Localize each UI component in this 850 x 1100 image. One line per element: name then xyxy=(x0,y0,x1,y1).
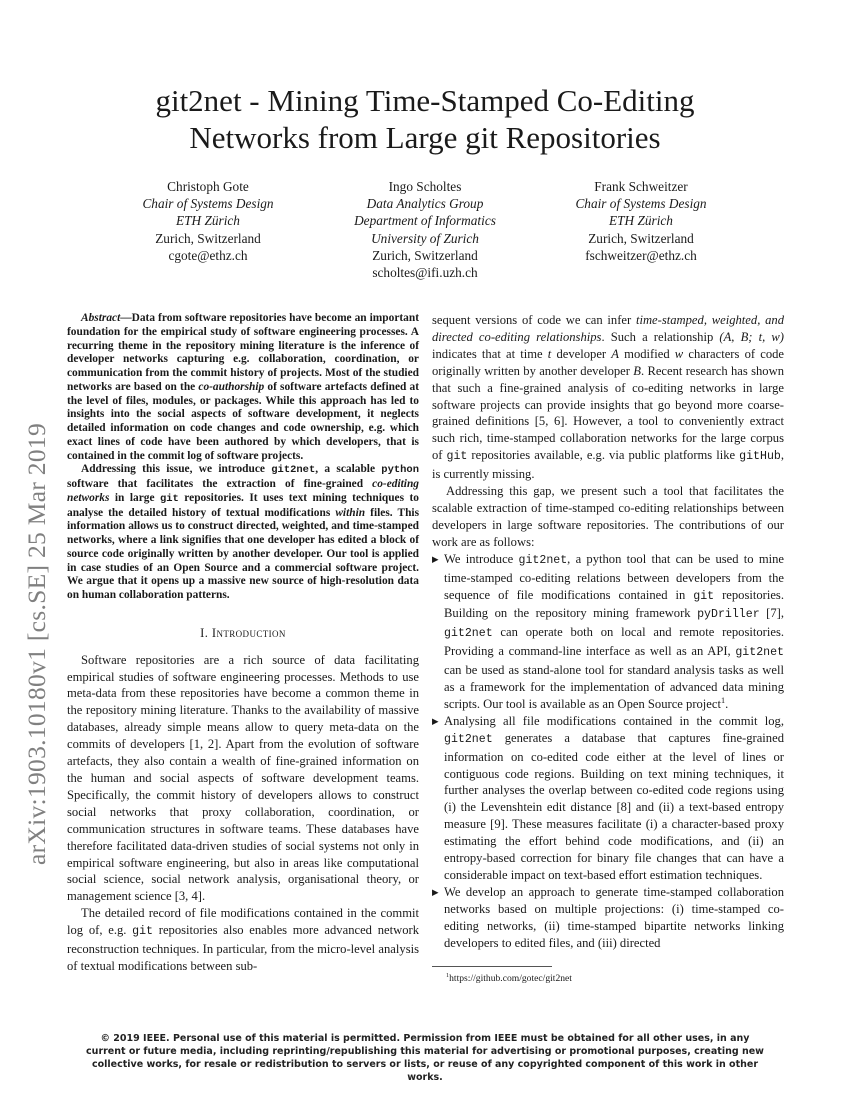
bullet-icon: ▶ xyxy=(432,886,439,897)
body-text: repositories. Building on the repository mining framework xyxy=(444,587,784,621)
author-block-3 xyxy=(531,178,751,264)
code-term: pyDriller xyxy=(697,608,760,622)
author-location: Zurich, Switzerland xyxy=(372,247,478,263)
author-affiliation: Chair of Systems Design xyxy=(142,196,274,212)
footnote xyxy=(432,973,784,985)
abstract-label: Abstract xyxy=(81,312,121,324)
abstract-text: software that facilitates the extraction of fine-grained xyxy=(67,478,373,490)
paper-title xyxy=(80,82,770,156)
abstract-text: repositories. It uses text mining techniques to analyse the detailed history of textual modifications xyxy=(67,491,419,519)
body-text: We introduce xyxy=(444,551,519,566)
author-email[interactable]: scholtes@ifi.uzh.ch xyxy=(372,265,478,281)
author-affiliation: ETH Zürich xyxy=(176,213,240,229)
copyright-notice: © 2019 IEEE. Personal use of this material is permitted. Permission from IEEE must be obtained for all other uses, in any current or future media, including reprinting/republishing this material for advertising or promotional purposes, creating new collective works, for resale or redistribution to servers or lists, or reuse of any copyrighted component of this work in other works. xyxy=(86,1033,764,1083)
section-heading-introduction: I. Introduction xyxy=(200,625,286,640)
body-text: can be used as stand-alone tool for standard analysis tasks as well as a framework for the implementation of advanced data mining scripts. Our tool is available as an Open Source project xyxy=(444,663,784,711)
bullet-icon: ▶ xyxy=(432,715,439,726)
body-text: , is currently missing. xyxy=(432,448,785,482)
author-location: Zurich, Switzerland xyxy=(588,230,694,246)
code-term: git xyxy=(159,492,179,505)
list-item xyxy=(432,713,784,884)
abstract-text: , a scalable xyxy=(315,463,382,476)
body-text: , a python tool that can be used to mine time-stamped co-editing relations between developers from the sequence of file modifications contained in xyxy=(444,551,784,602)
code-term: python xyxy=(381,464,419,477)
body-text: repositories available, e.g. via public platforms like xyxy=(467,448,740,463)
code-term: git xyxy=(446,450,468,464)
body-text: Analysing all file modifications contained in the commit log, xyxy=(444,713,784,728)
body-text: sequent versions of code we can infer xyxy=(432,313,636,327)
bullet-icon: ▶ xyxy=(432,553,439,564)
author-location: Zurich, Switzerland xyxy=(155,230,261,246)
intro-paragraph-1: Software repositories are a rich source of data facilitating empirical studies of software engineering processes. Methods to use meta-data from these repositories have become a common theme in the repository mining literature. Thanks to the availability of massive databases, already simple means allow to query meta-data on the commits of developers [1, 2]. Apart from the evolution of software artefacts, they also contain a wealth of fine-grained information on the human and social aspects of software development teams. Specifically, the commit history of developers allows to construct social networks that proxy collaboration, coordination, or communication structures in software teams. These databases have therefore facilitated data-driven studies of social systems not only in empirical software engineering, but also in areas like computational social science, social network analysis, organisational theory, or management science [3, 4]. xyxy=(67,652,419,904)
body-text: developer xyxy=(551,346,612,361)
code-term: git2net xyxy=(735,646,784,660)
footnote-link[interactable]: https://github.com/gotec/git2net xyxy=(449,972,572,984)
author-block-2 xyxy=(315,178,535,281)
math-expression: (A, B; t, w) xyxy=(719,329,784,344)
author-email[interactable]: fschweitzer@ethz.ch xyxy=(585,247,697,263)
abstract-text: in large xyxy=(109,491,160,504)
author-affiliation: Chair of Systems Design xyxy=(575,196,707,212)
left-column xyxy=(67,312,419,975)
code-term: git2net xyxy=(271,464,316,477)
contribution-list xyxy=(432,551,784,952)
body-text: repositories also enables more advanced network reconstruction techniques. In particular, from the micro-level analysis of textual modifications between sub- xyxy=(67,923,419,973)
body-text: indicates that at time xyxy=(432,346,548,361)
body-paragraph xyxy=(432,312,784,483)
list-item xyxy=(432,884,784,952)
author-affiliation: Department of Informatics xyxy=(354,213,496,229)
author-name: Christoph Gote xyxy=(167,179,249,194)
abstract-emphasis: co-authorship xyxy=(198,380,265,393)
footnote-divider xyxy=(432,966,552,967)
author-name: Ingo Scholtes xyxy=(388,179,462,194)
author-email[interactable]: cgote@ethz.ch xyxy=(168,247,248,263)
author-affiliation: Data Analytics Group xyxy=(366,196,484,212)
abstract-text: —Data from software repositories have become an important foundation for the empirical study of software engineering processes. A recurring theme in the repository mining literature is the inference of developer networks capturing e.g. collaboration, coordination, or communication from the commit history of projects. Most of the studied networks are based on the xyxy=(67,312,419,393)
abstract-paragraph-1 xyxy=(67,312,419,463)
abstract-emphasis: within xyxy=(335,506,366,519)
body-text: modified xyxy=(618,346,675,361)
code-term: git2net xyxy=(518,553,568,567)
math-symbol: A xyxy=(611,346,619,361)
body-text: [7], xyxy=(759,606,784,621)
body-emphasis: time-stamped, weighted, and directed co-editing relationships xyxy=(432,313,784,344)
abstract xyxy=(67,312,419,603)
body-text: characters of code originally written by another developer xyxy=(432,346,785,378)
code-term: git2net xyxy=(444,627,493,641)
body-text: . Such a relationship xyxy=(601,329,720,344)
author-name: Frank Schweitzer xyxy=(594,179,688,194)
code-term: git2net xyxy=(444,732,493,746)
abstract-text: Addressing this issue, we introduce xyxy=(81,463,272,476)
abstract-emphasis: co-editing networks xyxy=(67,478,419,504)
list-item xyxy=(432,551,784,713)
body-paragraph: Addressing this gap, we present such a tool that facilitates the scalable extraction of time-stamped co-editing relationships between developers in large software repositories. The contributions of our work are as follows: xyxy=(432,484,784,549)
math-symbol: w xyxy=(674,346,684,361)
body-text: . Recent research has shown that such a fine-grained analysis of co-editing networks in large software projects can provide insights that go beyond more coarse-grained definitions [5, 6]. However, a tool to conveniently extract such rich, time-stamped collaboration networks for the large corpus of xyxy=(432,363,784,463)
math-symbol: t xyxy=(547,346,552,361)
author-block-1 xyxy=(98,178,318,264)
intro-paragraph-2 xyxy=(67,905,419,975)
title-line-1: git2net - Mining Time-Stamped Co-Editing xyxy=(155,83,695,118)
title-line-2: Networks from Large git Repositories xyxy=(189,120,661,155)
code-term: git xyxy=(132,925,154,939)
body-text: We develop an approach to generate time-stamped collaboration networks based on multiple projections: (i) time-stamped co-editing networks, (ii) time-stamped bipartite networks linking developers to edited files, and (iii) directed xyxy=(444,884,784,950)
code-term: gitHub xyxy=(739,450,781,464)
author-affiliation: ETH Zürich xyxy=(609,213,673,229)
abstract-text: of software artefacts defined at the level of files, modules, or packages. While this approach has led to insights into the social aspects of software development, it neglects detailed information on code changes and code ownership, e.g. which exact lines of code have been authored by which developers, that is contained in the commit log of software projects. xyxy=(67,380,419,462)
abstract-text: files. This information allows us to construct directed, weighted, and time-stamped networks, where a link signifies that one developer has edited a block of source code originally written by another developer. Our tool is applied in case studies of an Open Source and a commercial software project. We argue that it opens up a massive new source of high-resolution data on human collaboration patterns. xyxy=(67,506,420,601)
body-text: The detailed record of file modifications contained in the commit log of, e.g. xyxy=(67,906,419,938)
author-affiliation: University of Zurich xyxy=(371,230,479,246)
footnote-number: 1 xyxy=(446,971,450,979)
arxiv-stamp: arXiv:1903.10180v1 [cs.SE] 25 Mar 2019 xyxy=(22,422,51,865)
right-column xyxy=(432,312,784,985)
code-term: git xyxy=(693,589,715,603)
body-text: generates a database that captures fine-grained information on co-edited code either at the level of lines or contiguous code regions. Building on text mining techniques, it further analyses the overlap between co-edited code regions using (i) the Levenshtein edit distance [8] and (ii) a text-based entropy measure [9]. These measures facilitate (i) a character-based proxy estimating the effort behind code modifications, and (ii) an entropy-based correction for binary file changes that can have a considerable impact on text-based effort estimation techniques. xyxy=(444,730,784,882)
abstract-paragraph-2 xyxy=(67,463,419,603)
footnote-marker[interactable]: 1 xyxy=(720,695,726,705)
body-text: can operate both on local and remote repositories. Providing a command-line interface as well as an API, xyxy=(444,625,784,659)
math-symbol: B xyxy=(633,363,641,378)
body-text: . xyxy=(725,696,729,711)
